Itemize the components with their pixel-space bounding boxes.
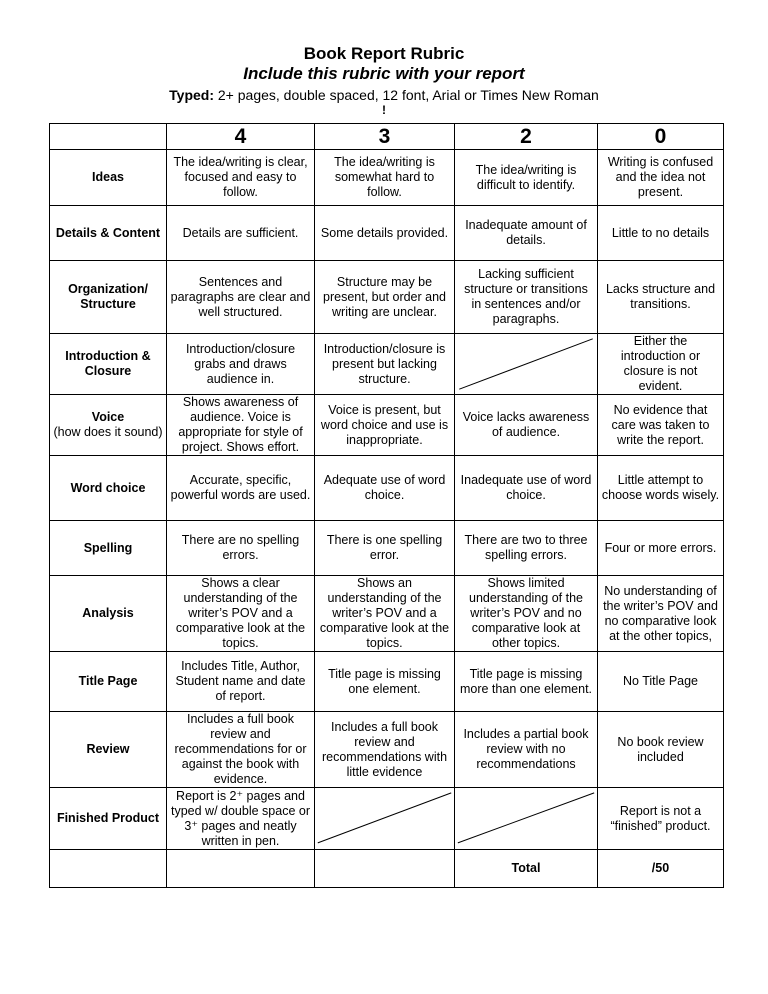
diagonal-line-icon xyxy=(315,788,454,849)
cell-score-3: Voice is present, but word choice and use is inappropriate. xyxy=(315,395,455,456)
cell-score-2: Lacking sufficient structure or transitions in sentences and/or paragraphs. xyxy=(455,261,598,334)
total-row xyxy=(50,850,724,888)
not-applicable-cell xyxy=(315,788,455,850)
criterion-label: Organization/ Structure xyxy=(50,261,167,334)
diagonal-line-icon xyxy=(455,334,597,394)
not-applicable-cell xyxy=(455,334,598,395)
score-header-row xyxy=(50,124,724,150)
cell-score-2: Includes a partial book review with no recommendations xyxy=(455,712,598,788)
typed-requirements xyxy=(0,86,768,104)
cell-score-3: Includes a full book review and recommendations with little evidence xyxy=(315,712,455,788)
criterion-label: Introduction & Closure xyxy=(50,334,167,395)
criterion-name: Voice xyxy=(91,410,125,424)
cell-score-4: Includes Title, Author, Student name and date of report. xyxy=(167,652,315,712)
cell-score-4: Shows awareness of audience. Voice is appropriate for style of project. Shows effort. xyxy=(167,395,315,456)
table-row xyxy=(50,261,724,334)
criterion-label xyxy=(50,395,167,456)
cell-score-3: Shows an understanding of the writer’s POV and a comparative look at the topics. xyxy=(315,576,455,652)
cell-score-0: No evidence that care was taken to write the report. xyxy=(598,395,724,456)
table-row xyxy=(50,521,724,576)
cell-score-0: No Title Page xyxy=(598,652,724,712)
score-2-header: 2 xyxy=(455,124,598,150)
page-title: Book Report Rubric xyxy=(303,44,465,63)
criterion-label: Finished Product xyxy=(50,788,167,850)
criterion-label: Title Page xyxy=(50,652,167,712)
criterion-label: Word choice xyxy=(50,456,167,521)
cell-score-4: The idea/writing is clear, focused and easy to follow. xyxy=(167,150,315,206)
criterion-label: Analysis xyxy=(50,576,167,652)
rubric-header xyxy=(0,44,768,116)
total-value: /50 xyxy=(598,850,724,888)
cell-score-0: Either the introduction or closure is not evident. xyxy=(598,334,724,395)
table-row xyxy=(50,712,724,788)
cell-score-2: There are two to three spelling errors. xyxy=(455,521,598,576)
table-row xyxy=(50,206,724,261)
cell-score-3: There is one spelling error. xyxy=(315,521,455,576)
cell-score-3: Adequate use of word choice. xyxy=(315,456,455,521)
criterion-label: Review xyxy=(50,712,167,788)
total-blank-cell xyxy=(167,850,315,888)
total-blank-cell xyxy=(315,850,455,888)
cell-score-4: Includes a full book review and recommendations for or against the book with evidence. xyxy=(167,712,315,788)
score-3-header: 3 xyxy=(315,124,455,150)
typed-text: 2+ pages, double spaced, 12 font, Arial or Times New Roman xyxy=(214,87,599,103)
header-blank xyxy=(50,124,167,150)
criterion-label: Spelling xyxy=(50,521,167,576)
table-row xyxy=(50,576,724,652)
total-label: Total xyxy=(455,850,598,888)
cell-score-2: Title page is missing more than one element. xyxy=(455,652,598,712)
table-row xyxy=(50,395,724,456)
cell-score-3: Structure may be present, but order and writing are unclear. xyxy=(315,261,455,334)
cell-score-0: Writing is confused and the idea not present. xyxy=(598,150,724,206)
table-row xyxy=(50,788,724,850)
cell-score-4: Shows a clear understanding of the writer’s POV and a comparative look at the topics. xyxy=(167,576,315,652)
rubric-table xyxy=(49,123,724,888)
score-4-header: 4 xyxy=(167,124,315,150)
cell-score-0: Little to no details xyxy=(598,206,724,261)
criterion-label: Ideas xyxy=(50,150,167,206)
cell-score-4: Report is 2⁺ pages and typed w/ double space or 3⁺ pages and neatly written in pen. xyxy=(167,788,315,850)
cell-score-3: Some details provided. xyxy=(315,206,455,261)
table-row xyxy=(50,334,724,395)
cell-score-4: Introduction/closure grabs and draws audience in. xyxy=(167,334,315,395)
not-applicable-cell xyxy=(455,788,598,850)
cell-score-3: Introduction/closure is present but lacking structure. xyxy=(315,334,455,395)
score-0-header: 0 xyxy=(598,124,724,150)
page-subtitle: Include this rubric with your report xyxy=(243,64,525,83)
cell-score-2: Voice lacks awareness of audience. xyxy=(455,395,598,456)
cell-score-4: Details are sufficient. xyxy=(167,206,315,261)
cell-score-2: Inadequate amount of details. xyxy=(455,206,598,261)
typed-label: Typed: xyxy=(169,87,214,103)
cell-score-2: Shows limited understanding of the writer’s POV and no comparative look at other topics. xyxy=(455,576,598,652)
criterion-subtext: (how does it sound) xyxy=(53,425,163,439)
table-row xyxy=(50,456,724,521)
cell-score-4: Accurate, specific, powerful words are used. xyxy=(167,456,315,521)
cell-score-0: No book review included xyxy=(598,712,724,788)
cell-score-2: The idea/writing is difficult to identify. xyxy=(455,150,598,206)
table-row xyxy=(50,652,724,712)
criterion-label: Details & Content xyxy=(50,206,167,261)
cell-score-0: No understanding of the writer’s POV and no comparative look at the other topics, xyxy=(598,576,724,652)
cell-score-3: Title page is missing one element. xyxy=(315,652,455,712)
cell-score-0: Four or more errors. xyxy=(598,521,724,576)
cell-score-2: Inadequate use of word choice. xyxy=(455,456,598,521)
table-row xyxy=(50,150,724,206)
total-blank-cell xyxy=(50,850,167,888)
cell-score-4: Sentences and paragraphs are clear and well structured. xyxy=(167,261,315,334)
cell-score-0: Little attempt to choose words wisely. xyxy=(598,456,724,521)
cell-score-4: There are no spelling errors. xyxy=(167,521,315,576)
cell-score-3: The idea/writing is somewhat hard to follow. xyxy=(315,150,455,206)
cell-score-0: Lacks structure and transitions. xyxy=(598,261,724,334)
diagonal-line-icon xyxy=(455,788,597,849)
cell-score-0: Report is not a “finished” product. xyxy=(598,788,724,850)
exclamation-mark: ! xyxy=(382,103,386,117)
